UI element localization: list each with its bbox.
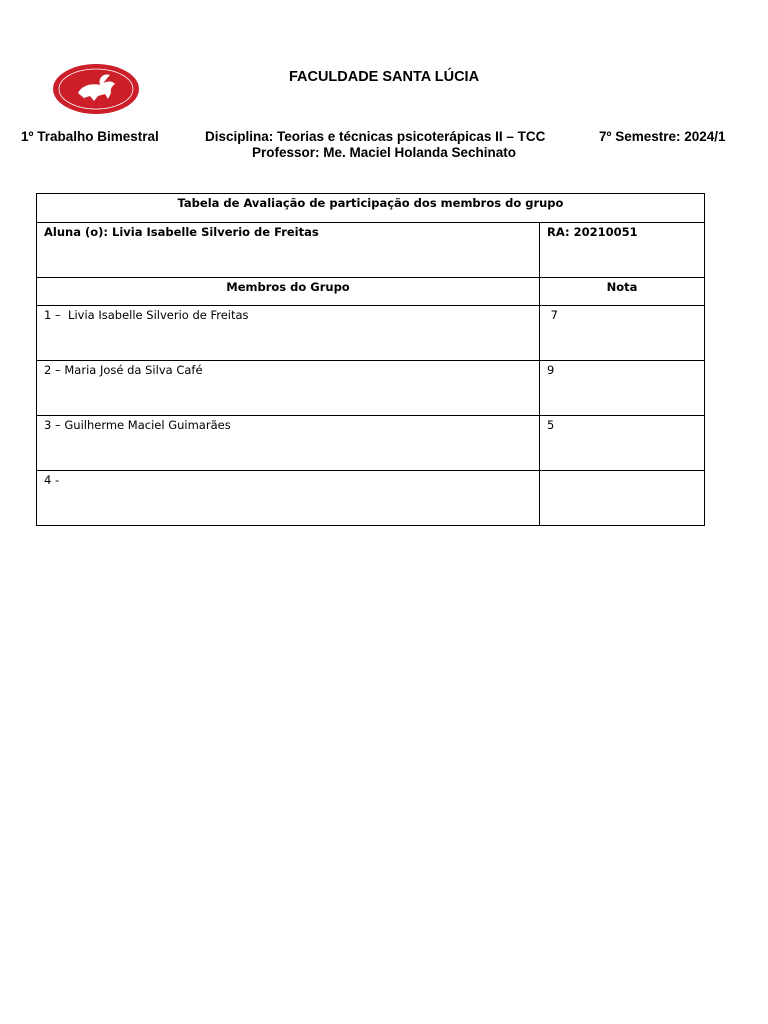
member-grade: 7 <box>540 306 705 361</box>
member-name: 4 - <box>37 471 540 526</box>
student-name: Aluna (o): Livia Isabelle Silverio de Freitas <box>37 223 540 278</box>
member-name: 3 – Guilherme Maciel Guimarães <box>37 416 540 471</box>
table-row <box>37 471 705 526</box>
table-title-row <box>37 194 705 223</box>
member-name: 1 – Livia Isabelle Silverio de Freitas <box>37 306 540 361</box>
student-ra: RA: 20210051 <box>540 223 705 278</box>
evaluation-table <box>36 193 705 526</box>
subject-label: Disciplina: Teorias e técnicas psicoterápicas II – TCC <box>205 129 546 144</box>
member-grade: 5 <box>540 416 705 471</box>
semester-label: 7º Semestre: 2024/1 <box>599 129 726 144</box>
table-row <box>37 306 705 361</box>
members-column-header: Membros do Grupo <box>37 278 540 306</box>
table-row <box>37 416 705 471</box>
member-grade: 9 <box>540 361 705 416</box>
term-label: 1º Trabalho Bimestral <box>21 129 159 144</box>
member-grade <box>540 471 705 526</box>
student-row <box>37 223 705 278</box>
table-header-row <box>37 278 705 306</box>
table-row <box>37 361 705 416</box>
member-name: 2 – Maria José da Silva Café <box>37 361 540 416</box>
table-title: Tabela de Avaliação de participação dos membros do grupo <box>37 194 705 223</box>
college-name: FACULDADE SANTA LÚCIA <box>288 69 480 85</box>
grade-column-header: Nota <box>540 278 705 306</box>
professor-label: Professor: Me. Maciel Holanda Sechinato <box>251 145 517 160</box>
